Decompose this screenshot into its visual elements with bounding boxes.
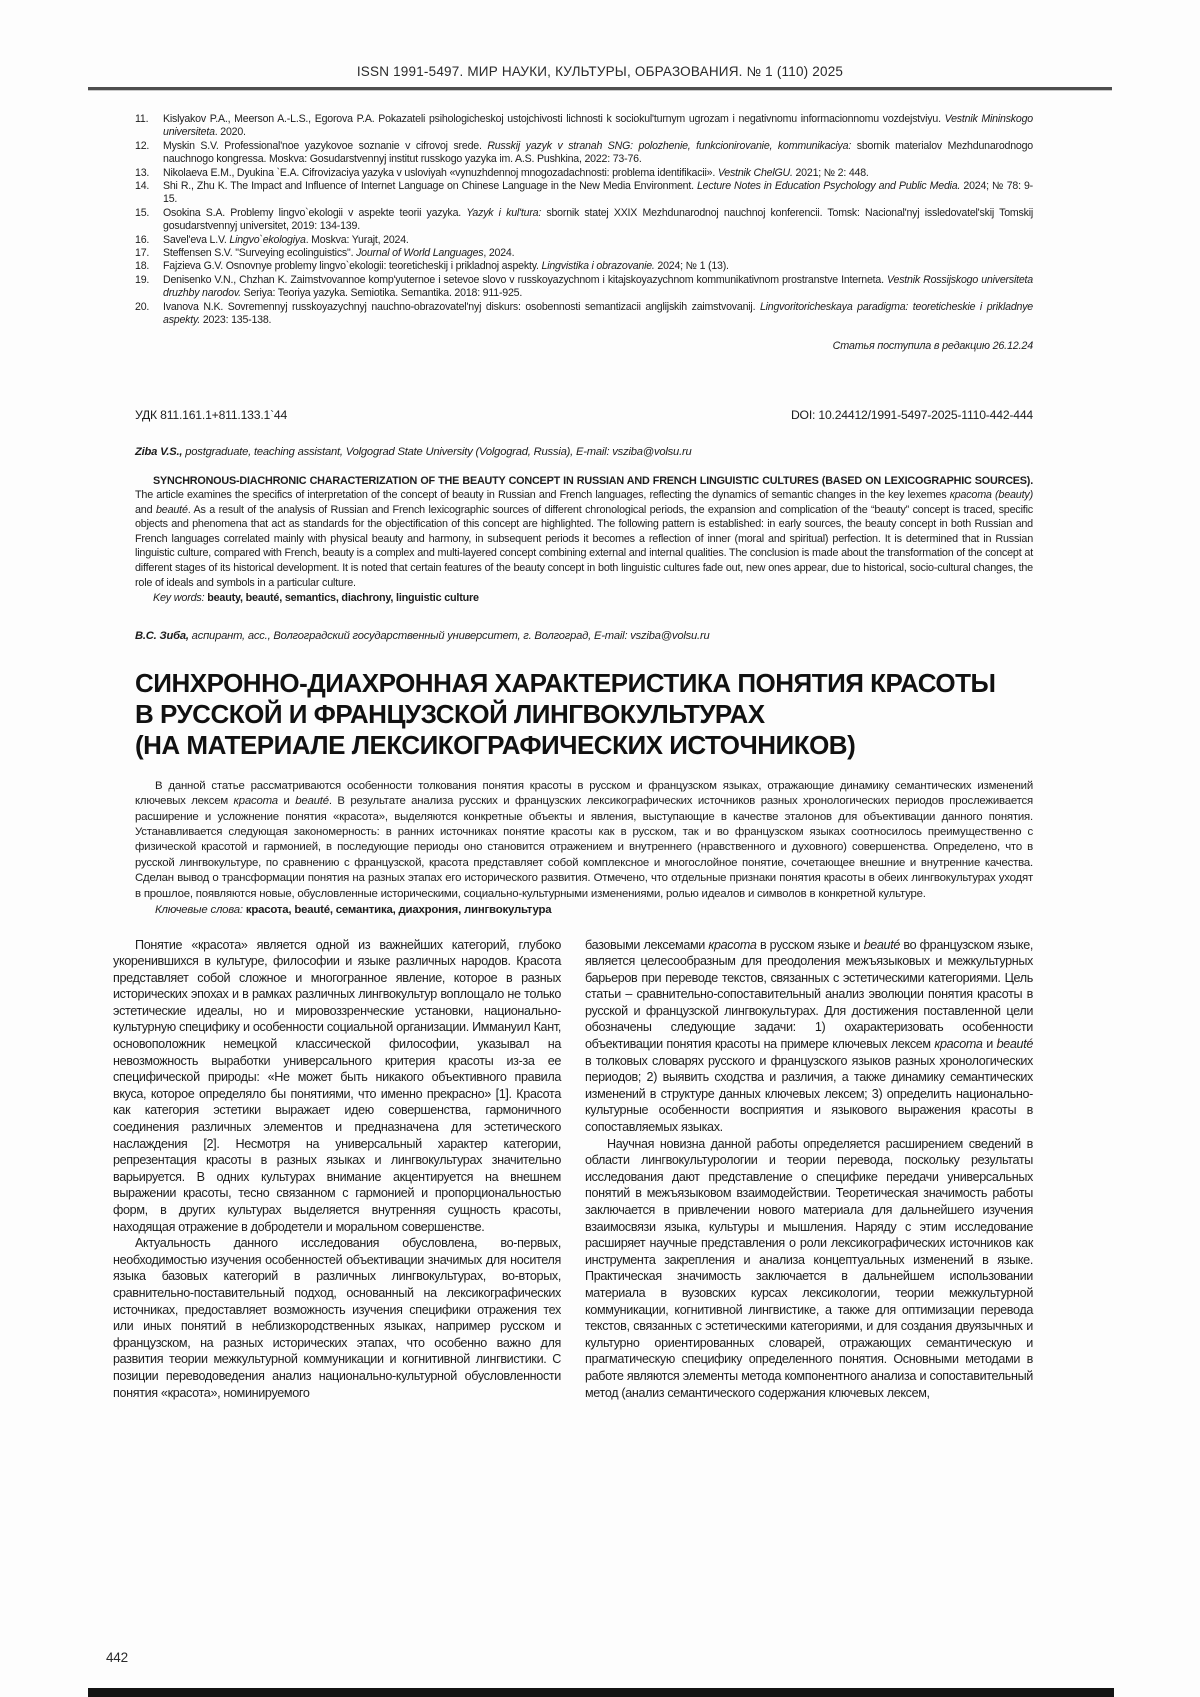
text-segment: красота — [233, 795, 278, 808]
text-segment: В.С. Зиба, — [135, 629, 192, 642]
header-divider — [88, 87, 1112, 91]
text-segment: Nikolaeva E.M., Dyukina `E.A. Cifrovizaciya yazyka v usloviyah «vynuzhdennoj mnogozadachnosti: problema identifikacii». — [163, 166, 718, 179]
reference-text — [163, 140, 1033, 165]
text-segment: Fajzieva G.V. Osnovnye problemy lingvo`ekologii: teoreticheskij i prikladnoj aspekty. — [163, 260, 542, 273]
udk-label: УДК 811.161.1+811.133.1`44 — [135, 407, 288, 422]
text-segment: красота, beauté, семантика, диахрония, лингвокультура — [245, 904, 552, 917]
body-left-column — [113, 937, 561, 1402]
reference-number: 15. — [135, 206, 150, 219]
reference-text — [163, 113, 1033, 138]
text-segment: Vestnik ChelGU. — [717, 166, 793, 179]
text-segment: . Moskva: Yurajt, 2024. — [305, 233, 409, 246]
text-segment: . 2020. — [214, 126, 246, 139]
text-segment: Russkij yazyk v stranah SNG: polozhenie, funkcionirovanie, kommunikaciya: — [487, 139, 852, 152]
page-number: 442 — [106, 1650, 128, 1665]
text-segment: beauty, beauté, semantics, diachrony, linguistic culture — [207, 592, 479, 605]
text-segment: 2021; № 2: 448. — [792, 166, 869, 179]
reference-item — [113, 180, 1033, 207]
reference-number: 16. — [135, 233, 150, 246]
reference-number: 17. — [135, 247, 150, 260]
text-segment: красота (beauty) — [949, 489, 1033, 502]
reference-number: 13. — [135, 166, 150, 179]
text-segment: Yazyk i kul'tura: — [466, 206, 542, 219]
text-segment: and — [135, 503, 156, 516]
text-segment: Shi R., Zhu K. The Impact and Influence of Internet Language on Chinese Language in the New Media Environment. — [163, 180, 697, 193]
text-segment: Osokina S.A. Problemy lingvo`ekologii v aspekte teorii yazyka. — [163, 206, 467, 219]
text-segment: postgraduate, teaching assistant, Volgograd State University (Volgograd, Russia), E-mail: vsziba@volsu.ru — [185, 445, 692, 458]
reference-item — [113, 140, 1033, 167]
body-paragraph — [113, 937, 561, 1236]
reference-text — [163, 207, 1033, 232]
text-segment: Steffensen S.V. "Surveying ecolinguistics". — [163, 247, 357, 260]
text-segment: Актуальность данного исследования обусловлена, во-первых, необходимостью изучения особенностей объективации значимых для носителя языка базовых категорий в различных лингвокультурах, во-вторых, сравнительно-поставительный подход, основанный на лексикографических источниках, предоставляет возможность изучения специфики отражения тех или иных понятий в неблизкородственных языках, например русском и французском, на разных исторических этапах, что особенно важно для развития теории межкультурной коммуникации и когнитивной лингвистики. С позиции переводоведения анализ национально-культурной обусловленности понятия «красота», номинируемого — [113, 1236, 561, 1400]
reference-number: 11. — [135, 113, 149, 125]
author-line-ru — [113, 630, 1033, 642]
reference-text — [163, 274, 1033, 299]
text-segment: beauté — [155, 503, 188, 516]
text-segment: Key words: — [153, 592, 208, 605]
text-segment: Ziba V.S., — [135, 445, 186, 458]
keywords-en — [113, 591, 1033, 606]
keywords-ru — [113, 903, 1033, 918]
text-segment: Savel'eva L.V. — [163, 233, 230, 246]
text-segment: Vestnik Rossijskogo universiteta druzhby narodov. — [163, 273, 1033, 300]
text-segment: sbornik materialov Mezhdunarodnogo nauchnogo kongressa. Moskva: Gosudarstvennyj institut russkogo yazyka im. A.S. Pushkina, 2022: 73-76. — [163, 139, 1033, 166]
body-columns — [113, 937, 1033, 1402]
reference-text — [163, 180, 1033, 205]
text-segment: beauté — [996, 1037, 1033, 1052]
references-list — [113, 113, 1033, 328]
reference-text — [163, 301, 1033, 326]
text-segment: Lingvoritoricheskaya paradigma: teoreticheskie i prikladnye aspekty. — [163, 300, 1033, 327]
text-segment: Lecture Notes in Education Psychology and Public Media. — [696, 180, 961, 193]
text-segment: в толковых словарях русского и французского языков разных хронологических периодов; 2) выявить сходства и различия, а также динамику семантических изменений в структуре данных ключевых лексем; 3) определить национально-культурные особенности восприятия и языкового выражения красоты в сопоставляемых языках. — [585, 1053, 1033, 1135]
reference-number: 20. — [135, 300, 150, 313]
reference-item — [113, 207, 1033, 234]
abstract-en — [113, 474, 1033, 591]
bottom-scan-bar — [88, 1688, 1114, 1697]
text-segment: и — [277, 795, 296, 808]
author-line-en — [113, 446, 1033, 458]
body-paragraph — [585, 937, 1033, 1136]
text-segment: beauté — [863, 937, 901, 952]
text-segment: Ключевые слова: — [155, 904, 246, 917]
doi-label: DOI: 10.24412/1991-5497-2025-1110-442-444 — [790, 407, 1033, 422]
article-title-line-1: СИНХРОННО-ДИАХРОННАЯ ХАРАКТЕРИСТИКА ПОНЯТИЯ КРАСОТЫ — [135, 667, 996, 698]
reference-text — [163, 260, 729, 272]
reference-item — [113, 260, 1033, 273]
body-right-column — [585, 937, 1033, 1402]
reference-number: 18. — [135, 260, 150, 273]
reference-item — [113, 274, 1033, 301]
article-title — [113, 668, 1033, 761]
text-segment: Journal of World Languages — [356, 247, 484, 260]
text-segment: SYNCHRONOUS-DIACHRONIC CHARACTERIZATION OF THE BEAUTY CONCEPT IN RUSSIAN AND FRENCH LINGUISTIC CULTURES (BASED ON LEXICOGRAPHIC SOURCES). — [153, 474, 1033, 487]
text-segment: beauté — [295, 795, 329, 808]
text-segment: и — [982, 1037, 997, 1052]
body-paragraph — [585, 1136, 1033, 1402]
text-segment: . В результате анализа русских и французских лексикографических источников разных хронологических периодов прослеживается расширение и усложнение понятия «красота», выделяются конкретные объекты и явления, выступающие в качестве эталонов для объективации данного понятия. Устанавливается следующая закономерность: в ранних источниках понятие красоты как в русском, так и во французском языках соотносилось преимущественно с физической красотой и гармонией, в последующие периоды оно становится отражением и внутреннего (нравственного и духовного) совершенства. Определено, что в русской лингвокультуре, по сравнению с французской, красота представляет собой комплексное и многослойное понятие, сочетающее внешние и внутренние качества. Сделан вывод о трансформации понятия на разных этапах его исторического развития. Отмечено, что отдельные признаки понятия красоты в обеих лингвокультурах уходят в прошлое, появляются новые, обусловленные историческими, социально-культурными изменениями, ролью идеалов и символов в конкретной культуре. — [135, 795, 1033, 900]
text-segment: Myskin S.V. Professional'noe yazykovoe soznanie v cifrovoj srede. — [163, 139, 488, 152]
reference-item — [113, 234, 1033, 247]
text-segment: аспирант, асс., Волгоградский государственный университет, г. Волгоград, E-mail: vsziba@volsu.ru — [191, 629, 710, 642]
text-segment: Kislyakov P.A., Meerson A.-L.S., Egorova P.A. Pokazateli psihologicheskoj ustojchivosti lichnosti k sociokul'turnym ugrozam i negativnomu informacionnomu vozdejstviyu. — [163, 113, 945, 125]
text-segment: Ivanova N.K. Sovremennyj russkoyazychnyj nauchno-obrazovatel'nyj diskurs: osobennosti semantizacii anglijskih zaimstvovanij. — [163, 300, 760, 313]
reference-number: 19. — [135, 273, 150, 286]
article-title-line-3: (НА МАТЕРИАЛЕ ЛЕКСИКОГРАФИЧЕСКИХ ИСТОЧНИКОВ) — [135, 729, 856, 760]
article-title-line-2: В РУССКОЙ И ФРАНЦУЗСКОЙ ЛИНГВОКУЛЬТУРАХ — [135, 698, 765, 729]
text-segment: красота — [934, 1037, 983, 1052]
reference-item — [113, 167, 1033, 180]
page-content — [113, 113, 1033, 1401]
abstract-ru — [113, 779, 1033, 902]
text-segment: Seriya: Teoriya yazyka. Semiotika. Semantika. 2018: 911-925. — [240, 287, 523, 300]
reference-number: 14. — [135, 180, 150, 193]
text-segment: 2023: 135-138. — [200, 314, 272, 327]
text-segment: . As a result of the analysis of Russian and French lexicographic sources of different chronological periods, the expansion and complication of the “beauty” concept is traced, specific objects and phenomena that act as standards for the objectification of this concept are highlighted. The following pattern is established: in early sources, the beauty concept in both Russian and French languages correlated mainly with physical beauty and harmony, in subsequent periods it becomes a reflection of inner (moral and spiritual) perfection. It is determined that in Russian linguistic culture, compared with French, beauty is a complex and multi-layered concept combining external and internal qualities. The conclusion is made about the transformation of the concept at different stages of its historical development. It is noted that certain features of the beauty concept in both linguistic cultures fade out, new ones appear, due to historical, socio-cultural changes, the role of ideals and symbols in a particular culture. — [135, 503, 1033, 589]
body-paragraph — [113, 1235, 561, 1401]
text-segment: sbornik statej XXIX Mezhdunarodnoj nauchnoj konferencii. Tomsk: Nacional'nyj issledovatel'skij Tomskij gosudarstvennyj universitet, 2019: 134-139. — [163, 206, 1034, 233]
reference-item — [113, 113, 1033, 140]
text-segment: 2024; № 1 (13). — [654, 260, 729, 273]
text-segment: Научная новизна данной работы определяется расширением сведений в области лингвокультурологии и теории перевода, поскольку результаты исследования дают представление о специфике передачи универсальных понятий в межъязыковом взаимодействии. Теоретическая значимость работы заключается в привлечении нового материала для дальнейшего изучения взаимосвязи языка, культуры и мышления. Наряду с этим исследование расширяет научные представления о роли лексикографических источников как инструмента закрепления и анализа концептуальных изменений в языке. Практическая значимость заключается в дальнейшем использовании материала в вузовских курсах лексикологии, теории межкультурной коммуникации, когнитивной лингвистике, а также для оптимизации перевода текстов, связанных с эстетическими категориями, и для создания двуязычных и культурно ориентированных словарей, отражающих семантическую и прагматическую специфику определенного понятия. Основными методами в работе являются элементы метода компонентного анализа и сопоставительный метод (анализ семантического содержания ключевых лексем, — [585, 1136, 1033, 1400]
meta-row — [113, 408, 1033, 422]
text-segment: , 2024. — [483, 247, 515, 260]
reference-item — [113, 301, 1033, 328]
text-segment: Понятие «красота» является одной из важнейших категорий, глубоко укоренившихся в культуре, философии и языке различных народов. Красота представляет собой сложное и многогранное явление, которое в разных исторических эпохах и в рамках различных лингвокультур воплощало не только эстетические идеалы, но и мировоззренческие установки, национально-культурную специфику и особенности социальной организации. Иммануил Кант, основоположник немецкой классической философии, указывал на невозможность выработки универсального критерия красоты из-за ее специфической природы: «Не может быть никакого объективного правила вкуса, которое определяло бы понятиями, что именно прекрасно» [1]. Красота как категория эстетики выражает идею совершенства, гармоничного соединения различных элементов и предназначена для эстетического наслаждения [2]. Несмотря на универсальный характер категории, репрезентация красоты в разных языках и лингвокультурах значительно варьируется. В одних культурах внимание акцентируется на внешнем выражении красоты, тесно связанном с гармонией и пропорциональностью форм, в других культурах выделяется внутренняя сущность красоты, находящая отражение в добродетели и моральном совершенстве. — [113, 937, 561, 1234]
text-segment: красота — [708, 937, 757, 952]
received-note: Статья поступила в редакцию 26.12.24 — [832, 339, 1033, 352]
text-segment: Denisenko V.N., Chzhan K. Zaimstvovannoe komp'yuternoe i setevoe slovo v russkoyazychnom i kitajskoyazychnom kommunikativnom prostranstve Interneta. — [163, 273, 888, 286]
text-segment: 2024; № 78: 9-15. — [163, 180, 1034, 206]
text-segment: в русском языке и — [756, 937, 864, 952]
text-segment: во французском языке, является целесообразным для преодоления межъязыковых и межкультурных барьеров при переводе текстов, связанных с эстетическими категориями. Цель статьи – сравнительно-сопоставительный анализ эволюции понятия красоты в русской и французской лингвокультурах. Для достижения поставленной цели обозначены следующие задачи: 1) охарактеризовать особенности объективации понятия красоты на примере ключевых лексем — [585, 937, 1033, 1052]
text-segment: Lingvo`ekologiya — [229, 233, 306, 246]
text-segment: базовыми лексемами — [585, 937, 709, 952]
text-segment: Vestnik Mininskogo universiteta — [163, 113, 1033, 139]
reference-number: 12. — [135, 139, 150, 152]
reference-text — [163, 167, 869, 179]
text-segment: В данной статье рассматриваются особенности толкования понятия красоты в русском и французском языках, отражающие динамику семантических изменений ключевых лексем — [135, 779, 1033, 808]
text-segment: The article examines the specifics of interpretation of the concept of beauty in Russian and French languages, reflecting the dynamics of semantic changes in the key lexemes — [135, 489, 950, 502]
text-segment: Lingvistika i obrazovanie. — [541, 260, 655, 273]
reference-text — [163, 247, 514, 259]
reference-item — [113, 247, 1033, 260]
journal-issn-header: ISSN 1991-5497. МИР НАУКИ, КУЛЬТУРЫ, ОБРАЗОВАНИЯ. № 1 (110) 2025 — [356, 64, 844, 79]
reference-text — [163, 234, 409, 246]
